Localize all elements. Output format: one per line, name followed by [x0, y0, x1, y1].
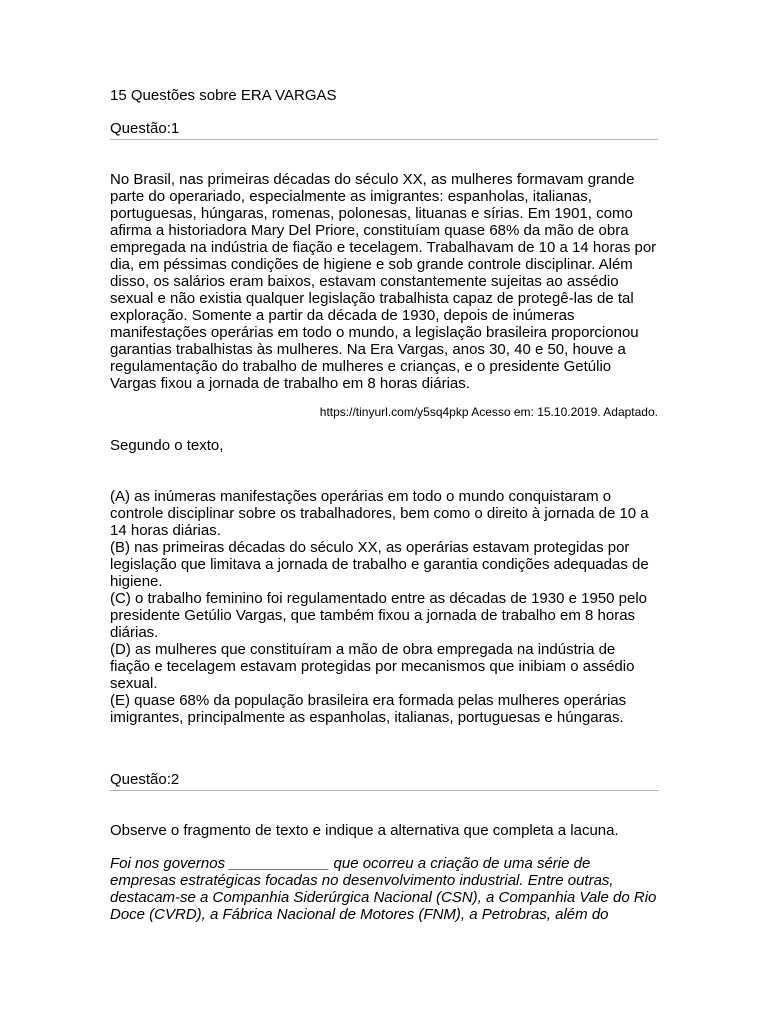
question-1-prompt: Segundo o texto, — [110, 437, 224, 454]
question-1-heading: Questão:1 — [110, 120, 658, 140]
question-2-heading: Questão:2 — [110, 771, 658, 791]
option-d: (D) as mulheres que constituíram a mão de obra empregada na indústria de fiação e tecelagem estavam protegidas por mecanismos que inibiam o assédio sexual. — [110, 641, 635, 692]
question-1-text: No Brasil, nas primeiras décadas do século XX, as mulheres formavam grande parte do operariado, especialmente as imigrantes: espanholas, italianas, portuguesas, húngaras, romenas, polonesas, lituanas e sírias. Em 1901, como afirma a historiadora Mary Del Priore, constituíam quase 68% da mão de obra empregada na indústria de fiação e tecelagem. Trabalhavam de 10 a 14 horas por dia, em péssimas condições de higiene e sob grande controle disciplinar. Além disso, os salários eram baixos, estavam constantemente sujeitas ao assédio sexual e não existia qualquer legislação trabalhista capaz de protegê-las de tal exploração. Somente a partir da década de 1930, depois de inúmeras manifestações operárias em todo o mundo, a legislação brasileira proporcionou garantias trabalhistas às mulheres. Na Era Vargas, anos 30, 40 e 50, houve a regulamentação do trabalho de mulheres e crianças, e o presidente Getúlio Vargas fixou a jornada de trabalho em 8 horas diárias. — [110, 171, 657, 392]
document-title: 15 Questões sobre ERA VARGAS — [110, 87, 337, 104]
option-a: (A) as inúmeras manifestações operárias em todo o mundo conquistaram o controle disciplinar sobre os trabalhadores, bem como o direito à jornada de 10 a 14 horas diárias. — [110, 488, 649, 539]
option-e: (E) quase 68% da população brasileira era formada pelas mulheres operárias imigrantes, principalmente as espanholas, italianas, portuguesas e húngaras. — [110, 692, 627, 726]
question-2-instruction: Observe o fragmento de texto e indique a alternativa que completa a lacuna. — [110, 822, 619, 839]
option-b: (B) nas primeiras décadas do século XX, as operárias estavam protegidas por legislação que limitava a jornada de trabalho e garantia condições adequadas de higiene. — [110, 539, 649, 590]
question-1-options — [110, 488, 658, 726]
question-2-excerpt: Foi nos governos ____________ que ocorreu a criação de uma série de empresas estratégicas focadas no desenvolvimento industrial. Entre outras, destacam-se a Companhia Siderúrgica Nacional (CSN), a Companhia Vale do Rio Doce (CVRD), a Fábrica Nacional de Motores (FNM), a Petrobras, além do — [110, 855, 657, 923]
question-1-source: https://tinyurl.com/y5sq4pkp Acesso em: 15.10.2019. Adaptado. — [319, 405, 658, 419]
option-c: (C) o trabalho feminino foi regulamentado entre as décadas de 1930 e 1950 pelo presidente Getúlio Vargas, que também fixou a jornada de trabalho em 8 horas diárias. — [110, 590, 648, 641]
